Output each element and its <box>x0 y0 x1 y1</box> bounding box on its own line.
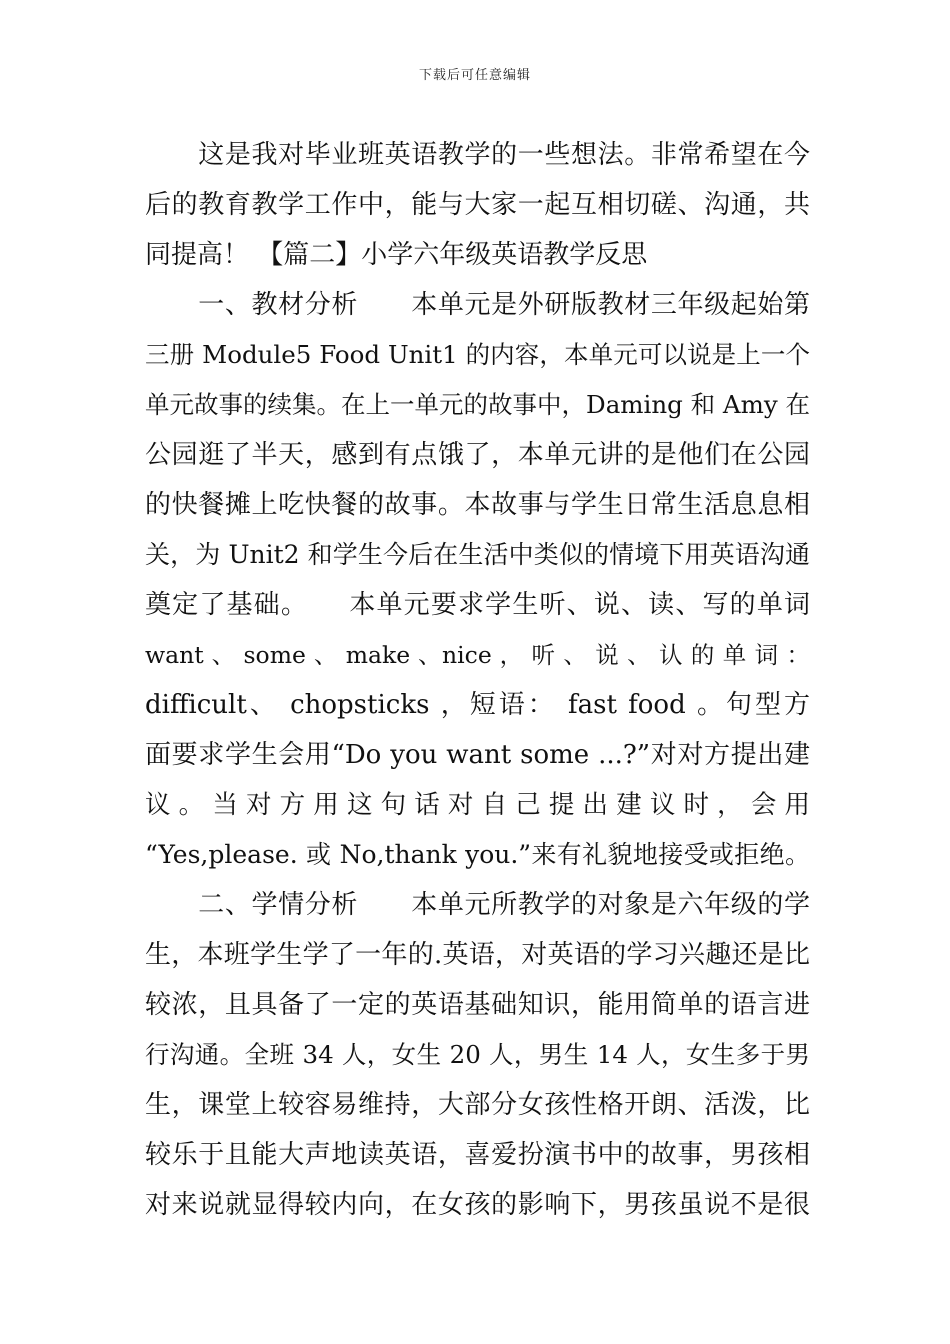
text-line: 后的教育教学工作中，能与大家一起互相切磋、沟通，共 <box>145 190 810 220</box>
text-line: 行沟通。全班 34 人，女生 20 人，男生 14 人，女生多于男 <box>145 1040 810 1069</box>
text-line: 较浓，且具备了一定的英语基础知识，能用简单的语言进 <box>145 990 810 1020</box>
text-line: 这是我对毕业班英语教学的一些想法。非常希望在今 <box>145 140 810 170</box>
page-header-note: 下载后可任意编辑 <box>418 68 531 83</box>
text-line: 单元故事的续集。在上一单元的故事中，Daming 和 Amy 在 <box>145 390 810 419</box>
text-line: 同提高！ 【篇二】小学六年级英语教学反思 <box>145 240 648 270</box>
text-line: 面要求学生会用“Do you want some ...?”对对方提出建 <box>145 740 810 770</box>
text-line: difficult、 chopsticks ，短语： fast food 。句型方 <box>145 690 810 720</box>
text-line: 对来说就显得较内向，在女孩的影响下，男孩虽说不是很 <box>145 1190 810 1220</box>
text-line: 奠定了基础。 本单元要求学生听、说、读、写的单词 <box>145 590 810 620</box>
text-line: 关，为 Unit2 和学生今后在生活中类似的情境下用英语沟通 <box>145 540 810 569</box>
text-line: 二、学情分析 本单元所教学的对象是六年级的学 <box>145 890 810 920</box>
text-line: want 、 some 、 make 、nice ， 听 、 说 、 认 的 单 词 ： <box>145 641 810 669</box>
text-line: 较乐于且能大声地读英语，喜爱扮演书中的故事，男孩相 <box>145 1140 810 1170</box>
text-line: 生，课堂上较容易维持，大部分女孩性格开朗、活泼，比 <box>145 1090 810 1120</box>
text-line: 三册 Module5 Food Unit1 的内容，本单元可以说是上一个 <box>145 340 810 369</box>
text-line: 一、教材分析 本单元是外研版教材三年级起始第 <box>145 290 810 320</box>
text-line: 生，本班学生学了一年的.英语，对英语的学习兴趣还是比 <box>145 940 810 970</box>
text-line: “Yes,please. 或 No,thank you.”来有礼貌地接受或拒绝。 <box>145 840 810 869</box>
text-line: 议 。 当 对 方 用 这 句 话 对 自 己 提 出 建 议 时 ， 会 用 <box>145 790 810 820</box>
text-line: 公园逛了半天，感到有点饿了，本单元讲的是他们在公园 <box>145 440 810 470</box>
document-body <box>145 130 810 1230</box>
text-line: 的快餐摊上吃快餐的故事。本故事与学生日常生活息息相 <box>145 490 810 520</box>
